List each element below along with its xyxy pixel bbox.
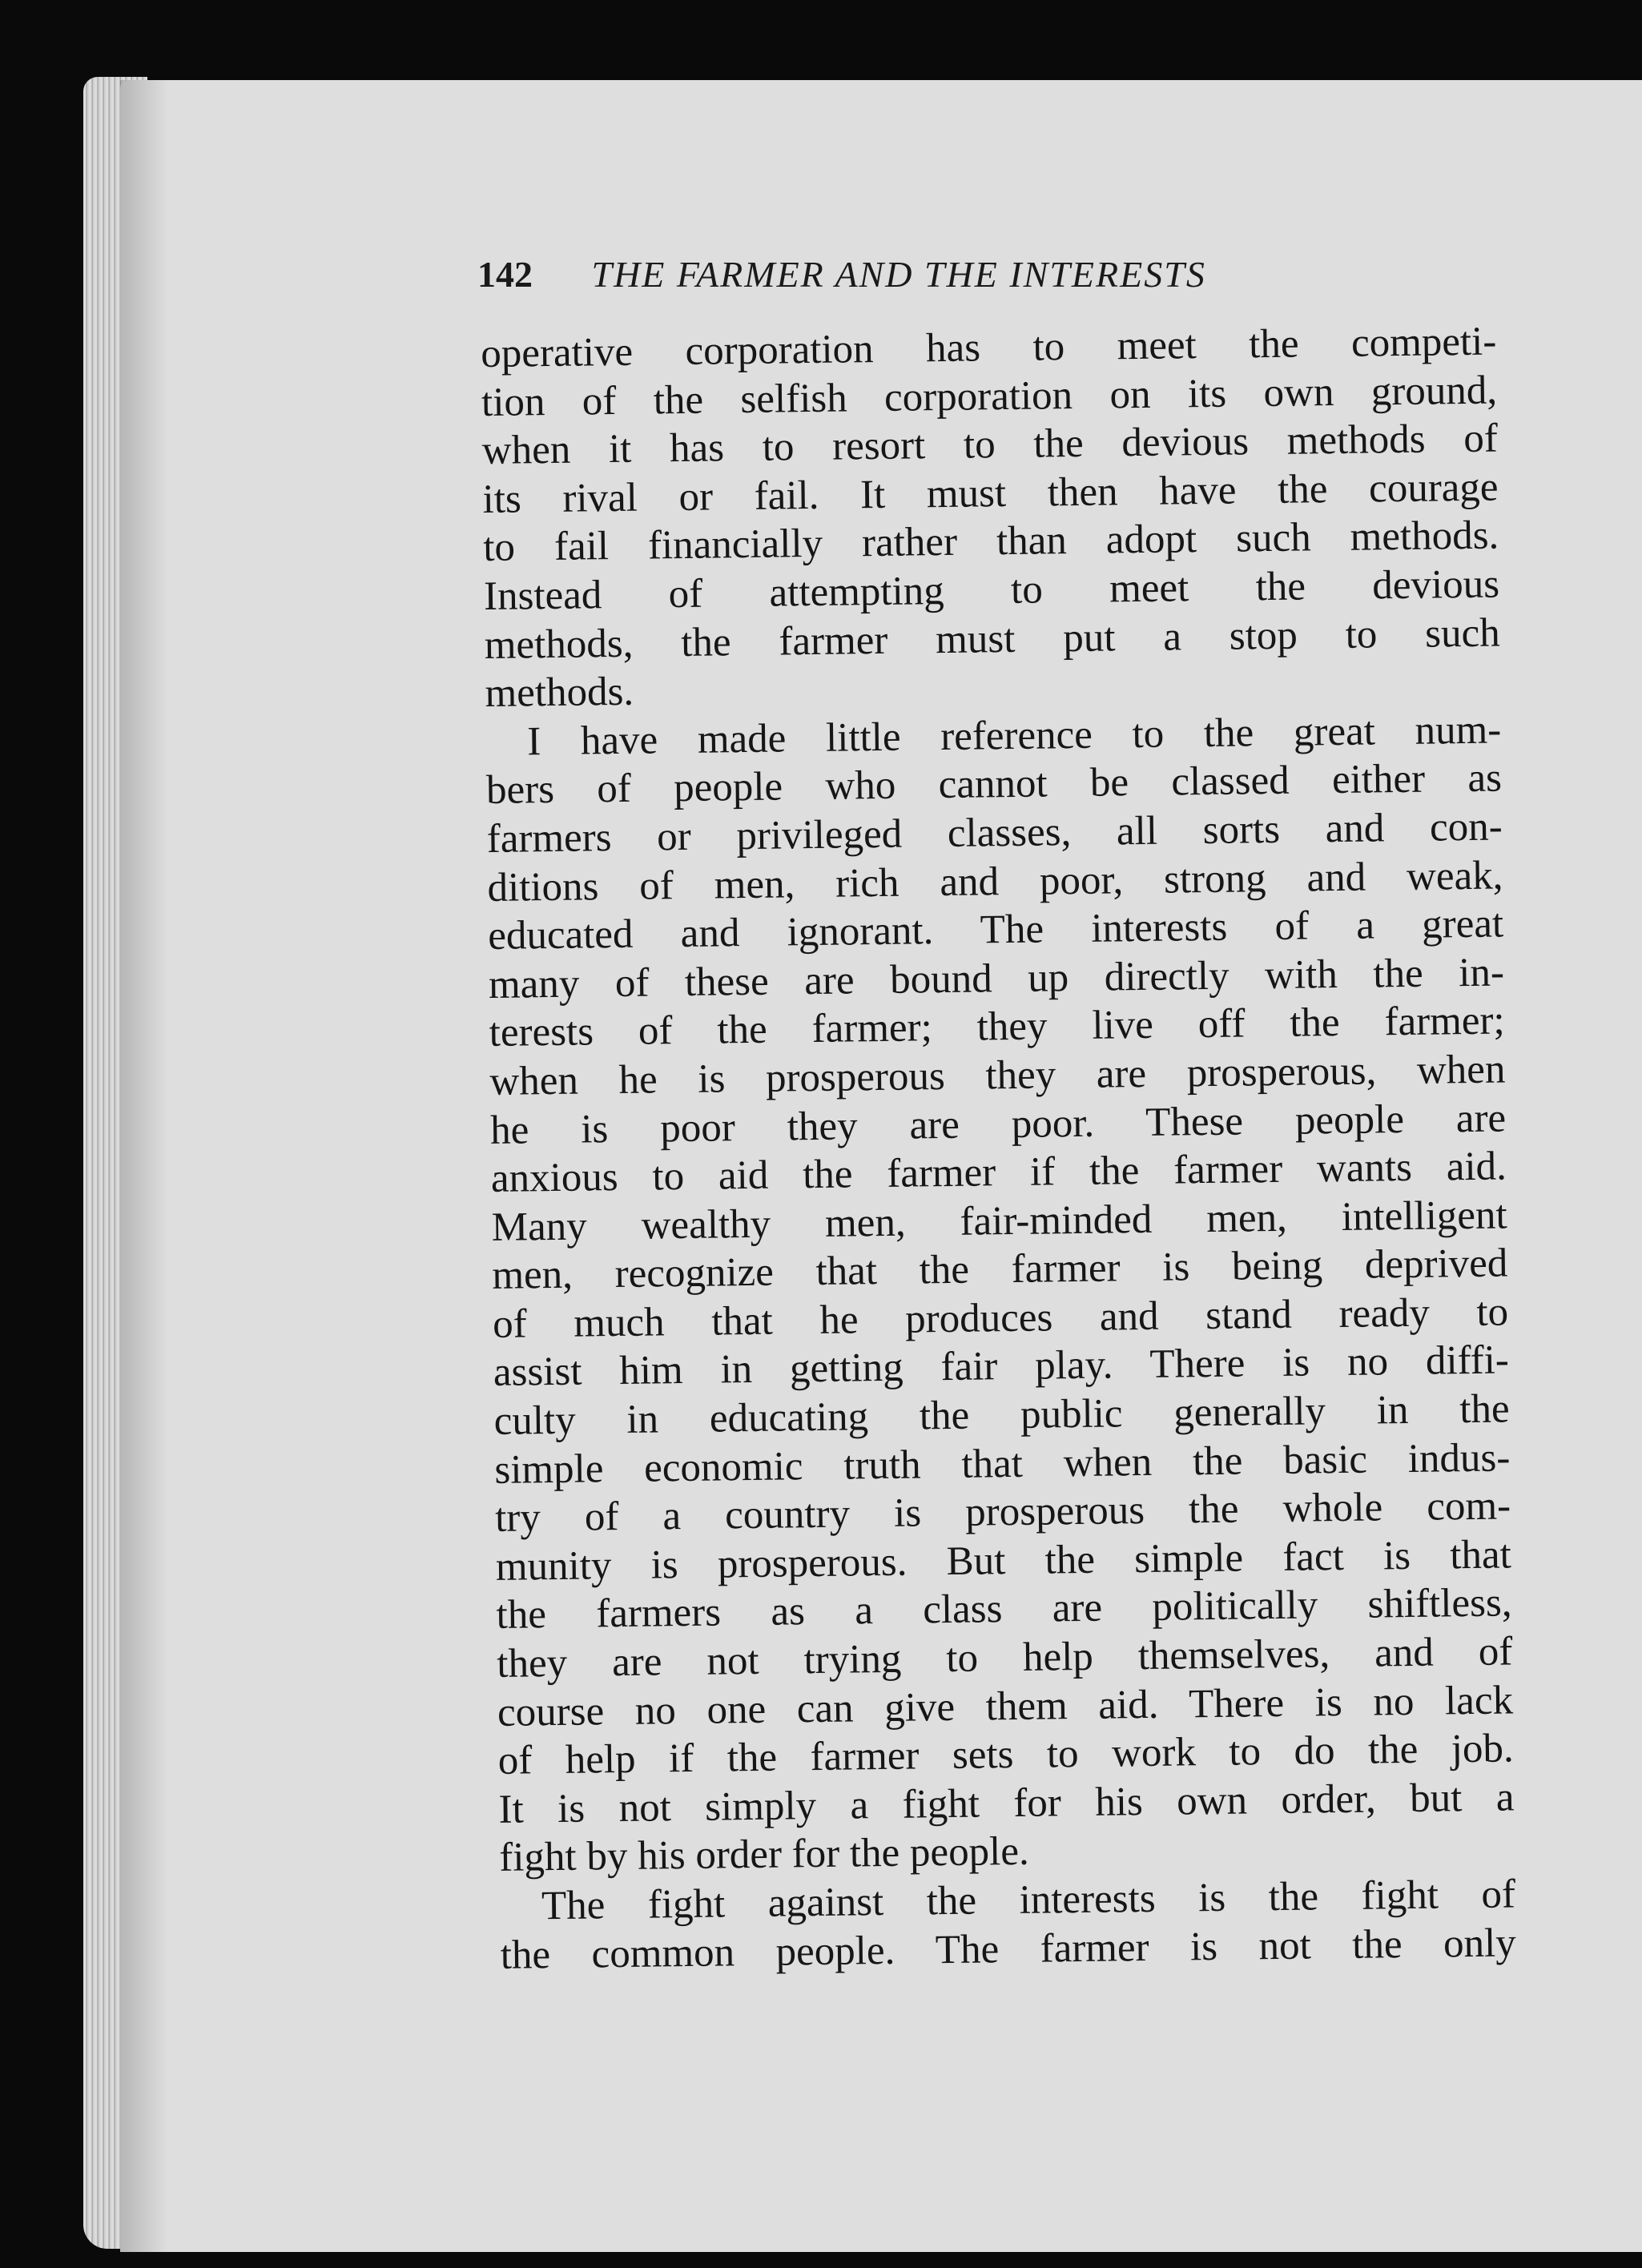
text-line: assist him in getting fair play. There is no diffi- — [493, 1337, 1510, 1396]
text-line: educated and ignorant. The interests of a great — [487, 901, 1504, 959]
paragraph-1 — [481, 318, 1501, 718]
running-title: THE FARMER AND THE INTERESTS — [591, 254, 1206, 295]
text-line: try of a country is prosperous the whole com- — [494, 1483, 1511, 1542]
text-line: when it has to resort to the devious methods of — [481, 416, 1499, 474]
text-line: Instead of attempting to meet the devious — [483, 561, 1500, 619]
paragraph-2 — [485, 706, 1515, 1883]
page-gutter-shadow — [120, 80, 168, 2252]
text-line: the farmers as a class are politically shiftless, — [496, 1580, 1512, 1639]
text-line: operative corporation has to meet the competi- — [481, 319, 1497, 376]
text-line: tion of the selfish corporation on its own ground, — [481, 368, 1498, 425]
text-line: men, recognize that the farmer is being deprived — [492, 1241, 1508, 1299]
text-line: The fight against the interests is the fight of — [541, 1872, 1516, 1929]
text-line: terests of the farmer; they live off the farmer; — [489, 998, 1505, 1056]
text-line: methods, the farmer must put a stop to such — [484, 610, 1501, 668]
text-line: he is poor they are poor. These people are — [489, 1095, 1507, 1153]
running-header — [477, 253, 1519, 301]
text-line: when he is prosperous they are prosperous, when — [489, 1047, 1506, 1104]
text-line: the common people. The farmer is not the only — [500, 1920, 1517, 1978]
page-number: 142 — [477, 254, 533, 295]
text-line: I have made little reference to the great num- — [526, 707, 1502, 765]
text-line: culty in educating the public generally in the — [493, 1386, 1510, 1444]
text-line: its rival or fail. It must then have the courage — [482, 464, 1499, 522]
text-line: farmers or privileged classes, all sorts and con- — [486, 804, 1503, 862]
text-line: simple economic truth that when the basic indus- — [494, 1435, 1511, 1493]
text-line: ditions of men, rich and poor, strong and weak, — [487, 852, 1503, 911]
text-line: they are not trying to help themselves, and of — [497, 1629, 1513, 1687]
text-line: anxious to aid the farmer if the farmer wants aid. — [490, 1144, 1507, 1202]
text-line: Many wealthy men, fair-minded men, intelligent — [491, 1192, 1507, 1250]
text-line: of much that he produces and stand ready to — [492, 1289, 1509, 1347]
body-text — [481, 318, 1516, 1980]
text-line: fight by his order for the people. — [498, 1829, 1030, 1881]
text-line: of help if the farmer sets to work to do the job. — [497, 1726, 1515, 1784]
paragraph-3 — [500, 1870, 1516, 1980]
text-line: methods. — [485, 669, 634, 717]
text-line: many of these are bound up directly with the in- — [488, 950, 1505, 1007]
text-line: to fail financially rather than adopt such methods. — [482, 513, 1499, 571]
text-line: It is not simply a fight for his own order, but a — [498, 1775, 1515, 1832]
text-line: munity is prosperous. But the simple fact is that — [495, 1532, 1512, 1590]
text-line: course no one can give them aid. There is no lack — [497, 1678, 1514, 1735]
text-line: bers of people who cannot be classed either as — [485, 755, 1503, 814]
